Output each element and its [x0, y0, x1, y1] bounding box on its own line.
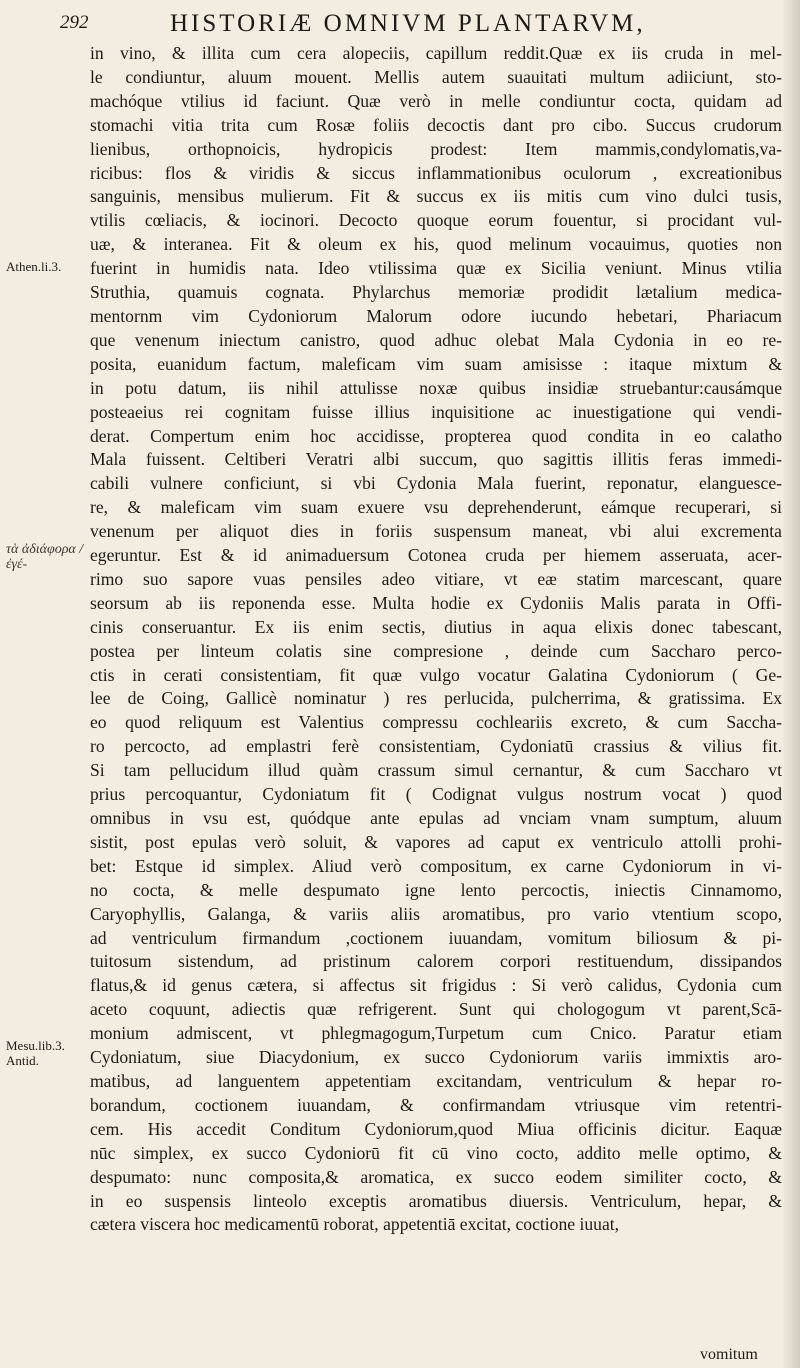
text-line: cætera viscera hoc medicamentū roborat, appetentiā excitat, coctione iuuat, — [90, 1214, 620, 1235]
body-text — [90, 42, 782, 1237]
page-header — [60, 6, 780, 40]
text-line: prius percoquantur, Cydoniatum fit ( Codignat vulgus nostrum vocat ) quod — [90, 784, 782, 805]
text-line: que venenum iniectum canistro, quod adhuc olebat Mala Cydonia in eo re- — [90, 329, 782, 350]
text-line: sistit, post epulas verò soluit, & vapores ad caput ex ventriculo attolli prohi- — [90, 831, 782, 852]
text-line: aceto coquunt, adiectis quæ refrigerent. Sunt qui chologogum vt parent,Scā- — [90, 999, 782, 1020]
page-number: 292 — [60, 12, 89, 33]
text-line: in vino, & illita cum cera alopeciis, capillum reddit.Quæ ex iis cruda in mel- — [90, 43, 782, 63]
text-line: rimo suo sapore vuas pensiles adeo vitiare, vt eæ statim marcescant, quare — [90, 568, 782, 589]
text-line: le condiuntur, aluum mouent. Mellis autem suauitati multum adiiciunt, sto- — [90, 66, 782, 87]
text-line: machóque vtilius id faciunt. Quæ verò in melle condiuntur cocta, quidam ad — [90, 90, 782, 111]
text-line: derat. Compertum enim hoc accidisse, propterea quod condita in eo calatho — [90, 425, 782, 446]
running-head: HISTORIÆ OMNIVM PLANTARVM, — [170, 10, 646, 37]
text-line: Mala fuissent. Celtiberi Veratri albi succum, quo sagittis illitis feras immedi- — [90, 449, 782, 470]
text-line: lee de Coing, Gallicè nominatur ) res perlucida, pulcherrima, & gratissima. Ex — [90, 688, 782, 709]
text-line: seorsum ab iis reponenda esse. Multa hodie ex Cydoniis Malis parata in Offi- — [90, 592, 782, 613]
text-line: posita, euanidum factum, maleficam vim suam amisisse : itaque mixtum & — [90, 353, 782, 374]
text-line: sanguinis, mensibus mulierum. Fit & succus ex iis mitis cum vino dulci tusis, — [90, 186, 782, 207]
catchword: vomitum — [700, 1346, 758, 1363]
text-line: in eo suspensis linteolo exceptis aromatibus diuersis. Ventriculum, hepar, & — [90, 1190, 782, 1211]
text-line: monium admiscent, vt phlegmagogum,Turpetum cum Cnico. Paratur etiam — [90, 1023, 782, 1044]
margin-note-handwritten-greek: τὰ ἀδιάφορα / ἐγέ- — [6, 542, 84, 572]
text-line: bet: Estque id simplex. Aliud verò compositum, ex carne Cydoniorum in vi- — [90, 855, 782, 876]
text-line: omnibus in vsu est, quódque ante epulas ad vnciam vnam sumptum, aluum — [90, 808, 782, 828]
text-line: despumato: nunc composita,& aromatica, ex succo eodem similiter cocto, & — [90, 1166, 782, 1187]
text-line: ro percocto, ad emplastri ferè consistentiam, Cydoniatū crassius & vilius fit. — [90, 736, 782, 757]
text-line: posteaeius rei cognitam fuisse illius inquisitione ac inuestigatione qui vendi- — [90, 401, 782, 422]
margin-note-mesue: Mesu.lib.3. Antid. — [6, 1038, 65, 1068]
text-line: Struthia, quamuis cognata. Phylarchus memoriæ prodidit lætalium medica- — [90, 282, 782, 303]
text-line: cem. His accedit Conditum Cydoniorum,quod Miua officinis dicitur. Eaquæ — [90, 1118, 782, 1139]
text-line: cinis conseruantur. Ex iis enim sectis, diutius in aqua elixis donec tabescant, — [90, 616, 782, 637]
text-line: in potu datum, iis nihil attulisse noxæ quibus insidiæ struebantur:causámque — [90, 377, 782, 398]
text-line: Caryophyllis, Galanga, & variis aliis aromatibus, pro vario vtentium scopo, — [90, 903, 782, 924]
text-line: postea per linteum colatis sine compresione , deinde cum Saccharo perco- — [90, 640, 782, 661]
text-line: no cocta, & melle despumato igne lento percoctis, iniectis Cinnamomo, — [90, 879, 782, 900]
text-line: lienibus, orthopnoicis, hydropicis prodest: Item mammis,condylomatis,va- — [90, 138, 782, 159]
text-line: Cydoniatum, siue Diacydonium, ex succo Cydoniorum variis immixtis aro- — [90, 1047, 782, 1068]
text-line: nūc simplex, ex succo Cydoniorū fit cū vino cocto, addito melle optimo, & — [90, 1142, 782, 1163]
text-line: eo quod reliquum est Valentius compressu cochleariis excreto, & cum Saccha- — [90, 712, 782, 733]
text-line: ctis in cerati consistentiam, fit quæ vulgo vocatur Galatina Cydoniorum ( Ge- — [90, 664, 782, 685]
text-line: mentornm vim Cydoniorum Malorum odore iucundo hebetari, Phariacum — [90, 305, 782, 326]
text-line: ricibus: flos & viridis & siccus inflammationibus oculorum , excreationibus — [90, 162, 782, 183]
text-line: cabili vulnere conficiunt, si vbi Cydonia Mala fuerint, reponatur, elanguesce- — [90, 473, 782, 494]
text-line: fuerint in humidis nata. Ideo vtilissima quæ ex Sicilia veniunt. Minus vtilia — [90, 258, 782, 279]
text-line: uæ, & interanea. Fit & oleum ex his, quod melinum vocauimus, quoties non — [90, 234, 782, 255]
text-line: flatus,& id genus cætera, si affectus sit frigidus : Si verò calidus, Cydonia cum — [90, 975, 782, 996]
page-edge-shadow — [782, 0, 800, 1368]
text-line: egeruntur. Est & id animaduersum Cotonea cruda per hiemem asseruata, acer- — [90, 545, 782, 566]
text-line: Si tam pellucidum illud quàm crassum simul cernantur, & cum Saccharo vt — [90, 760, 782, 781]
margin-note-athenaeus: Athen.li.3. — [6, 259, 62, 274]
text-line: tuitosum sistendum, ad pristinum calorem corpori restituendum, dissipandos — [90, 951, 782, 972]
text-line: matibus, ad languentem appetentiam excitandam, ventriculum & hepar ro- — [90, 1070, 782, 1091]
text-line: ad ventriculum firmandum ,coctionem iuuandam, vomitum biliosum & pi- — [90, 927, 782, 948]
text-line: vtilis cœliacis, & iocinori. Decocto quoque eorum fouentur, si procidant vul- — [90, 210, 782, 231]
text-line: venenum per aliquot dies in foriis suspensum maneat, vbi alui excrementa — [90, 521, 782, 542]
text-line: borandum, coctionem iuuandam, & confirmandam vtriusque vim retentri- — [90, 1094, 782, 1115]
text-line: re, & maleficam vim suam exuere vsu deprehenderunt, eámque recuperari, si — [90, 497, 782, 518]
text-line: stomachi vitia trita cum Rosæ foliis decoctis dant pro cibo. Succus crudorum — [90, 114, 782, 135]
